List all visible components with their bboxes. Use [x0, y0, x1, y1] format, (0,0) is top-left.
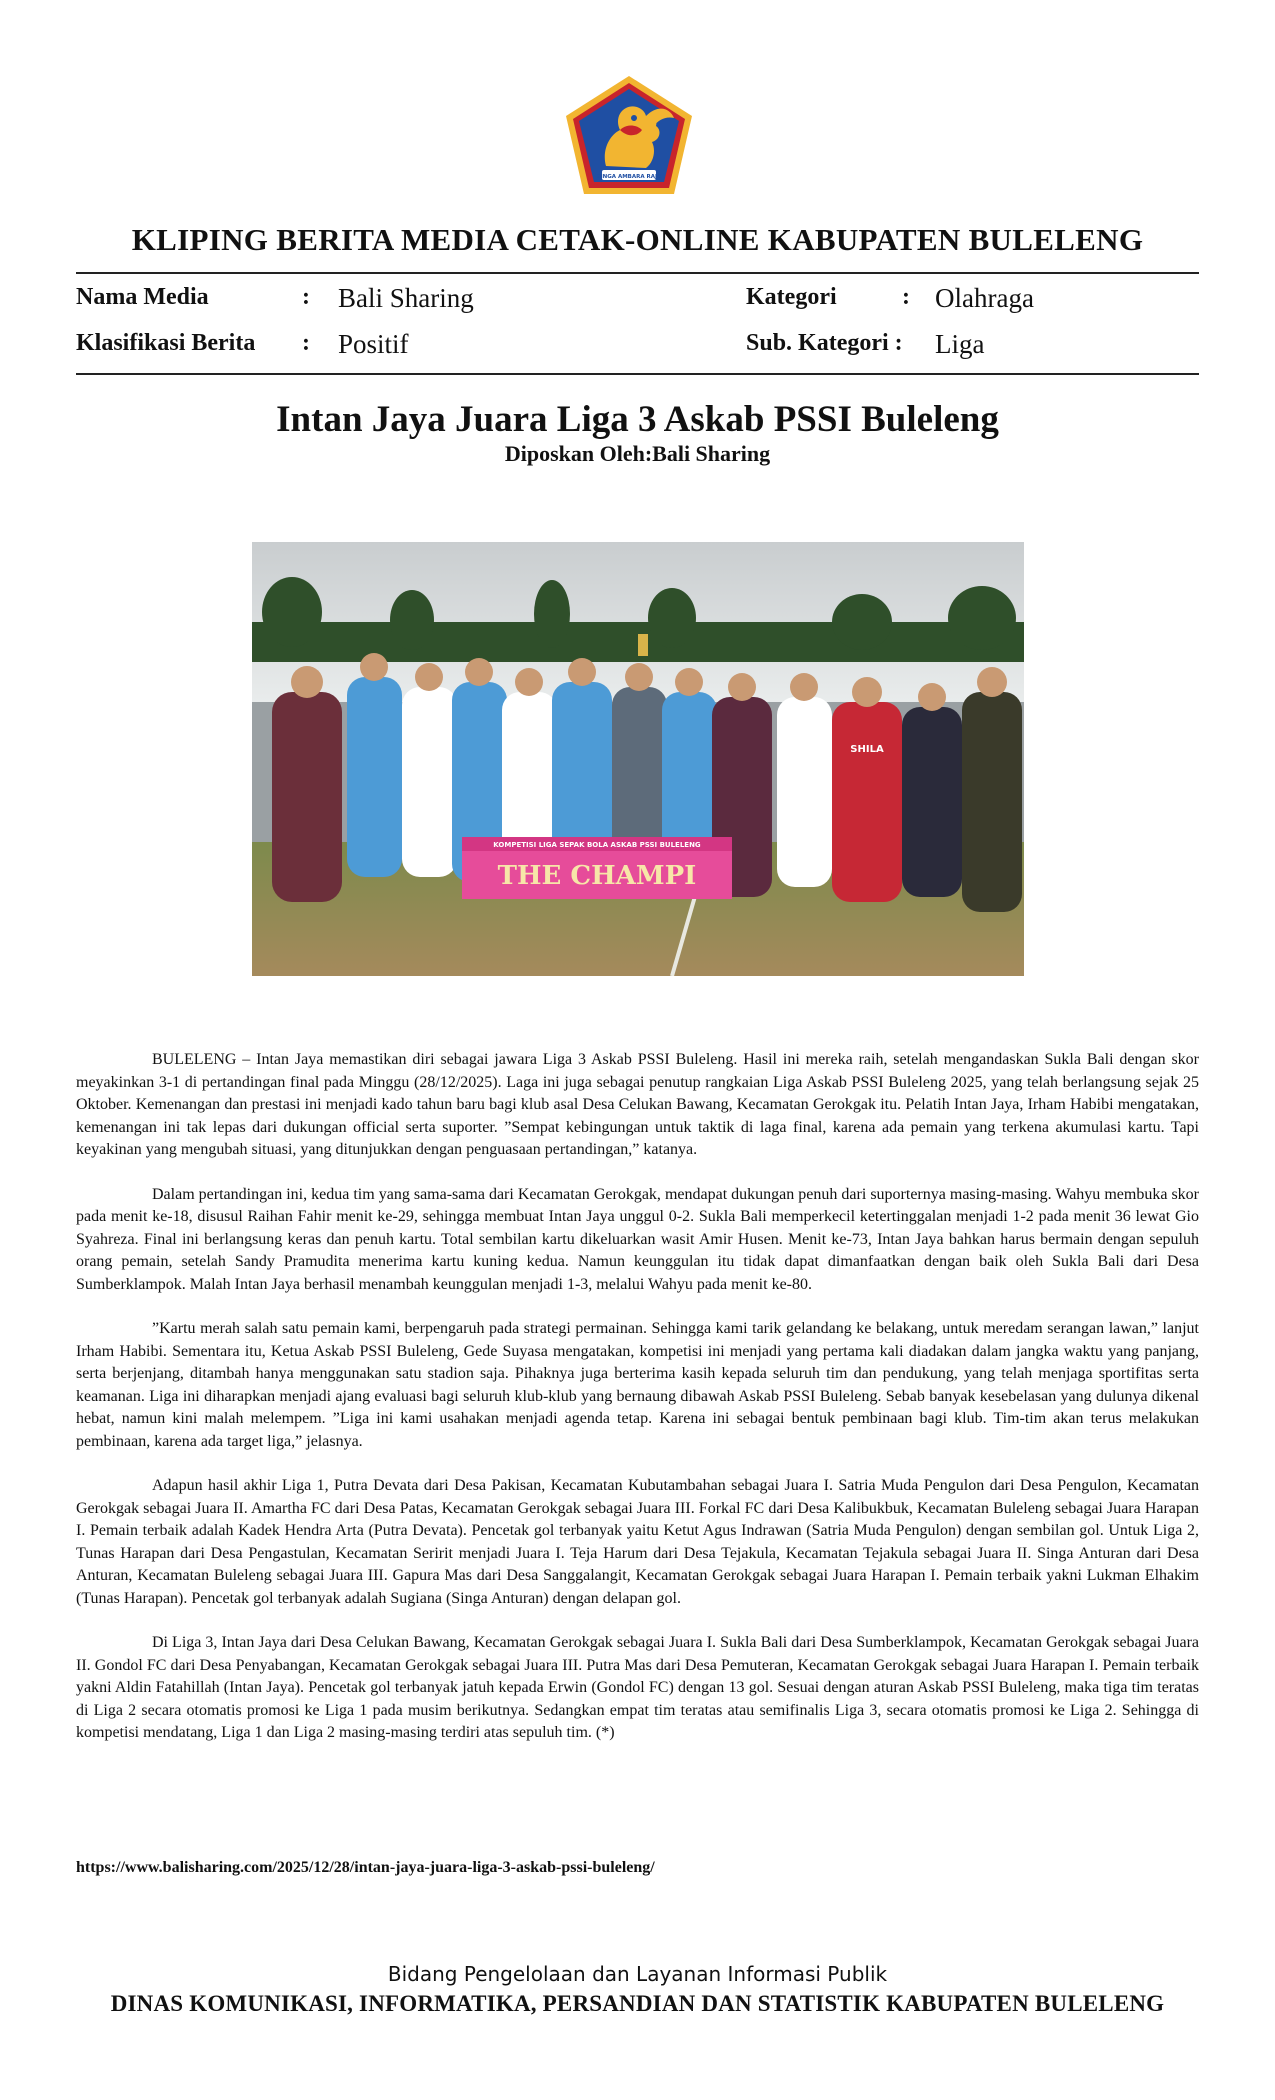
nama-media-value: Bali Sharing	[338, 283, 474, 313]
logo-caption: SINGA AMBARA RAJA	[596, 174, 662, 180]
kategori-label: Kategori	[746, 284, 837, 310]
klasifikasi-label: Klasifikasi Berita	[76, 330, 256, 356]
sub-kategori-label: Sub. Kategori :	[746, 330, 903, 356]
top-rule	[76, 272, 1199, 274]
article-photo	[252, 542, 1024, 976]
photo-banner-main-text: THE CHAMPI	[497, 861, 697, 891]
article-paragraph-3: ”Kartu merah salah satu pemain kami, berpengaruh pada strategi permainan. Sehingga kami tarik gelandang ke belakang, untuk meredam serangan lawan,” lanjut Irham Habibi. Sementara itu, Ketua Askab PSSI Buleleng, Gede Suyasa mengatakan, kompetisi ini menjadi yang pertama kali diadakan dalam jangka waktu yang panjang, serta berjenjang, ditambah hanya menggunakan satu stadion saja. Pihaknya juga berterima kasih kepada seluruh tim dan pendukung, yang telah menjaga sportifitas serta keamanan. Liga ini diharapkan menjadi ajang evaluasi bagi seluruh klub-klub yang bernaung dibawah Askab PSSI Buleleng. Sebab banyak kesebelasan yang dulunya dikenal hebat, namun kini malah melempem. ”Liga ini kami usahakan menjadi agenda tetap. Karena ini sebagai bentuk pembinaan bagi klub. Tim-tim akan terus melakukan pembinaan, karena ada target liga,” jelasnya.	[76, 1320, 1199, 1450]
photo-banner-top-text: KOMPETISI LIGA SEPAK BOLA ASKAB PSSI BULELENG	[493, 841, 701, 849]
article-paragraph-2: Dalam pertandingan ini, kedua tim yang sama-sama dari Kecamatan Gerokgak, mendapat dukungan penuh dari suporternya masing-masing. Wahyu membuka skor pada menit ke-18, disusul Raihan Fahir menit ke-29, sehingga membuat Intan Jaya unggul 0-2. Sukla Bali memperkecil ketertinggalan menjadi 1-2 pada menit 36 lewat Gio Syahreza. Final ini berlangsung keras dan penuh kartu. Total sembilan kartu dikeluarkan wasit Amir Husen. Menit ke-73, Intan Jaya bahkan harus bermain dengan sepuluh orang pemain, setelah Sandy Pramudita menerima kartu kuning kedua. Namun keunggulan itu tidak dapat dimanfaatkan dengan baik oleh Sukla Bali dari Desa Sumberklampok. Malah Intan Jaya berhasil menambah keunggulan menjadi 1-3, melalui Wahyu pada menit ke-80.	[76, 1185, 1199, 1293]
nama-media-colon: :	[302, 284, 310, 310]
document-title: KLIPING BERITA MEDIA CETAK-ONLINE KABUPATEN BULELENG	[131, 222, 1144, 257]
kategori-colon: :	[902, 284, 910, 310]
klasifikasi-colon: :	[302, 330, 310, 356]
bottom-rule	[76, 373, 1199, 375]
source-url: https://www.balisharing.com/2025/12/28/intan-jaya-juara-liga-3-askab-pssi-buleleng/	[76, 1859, 655, 1876]
klasifikasi-value: Positif	[338, 329, 409, 359]
photo-shirt-text: SHILA	[850, 744, 884, 755]
footer-agency: DINAS KOMUNIKASI, INFORMATIKA, PERSANDIAN DAN STATISTIK KABUPATEN BULELENG	[110, 1991, 1165, 2016]
regency-logo	[562, 74, 696, 200]
article-paragraph-4: Adapun hasil akhir Liga 1, Putra Devata dari Desa Pakisan, Kecamatan Kubutambahan sebagai Juara I. Satria Muda Pengulon dari Desa Pengulon, Kecamatan Gerokgak sebagai Juara II. Amartha FC dari Desa Patas, Kecamatan Gerokgak sebagai Juara III. Forkal FC dari Desa Kalibukbuk, Kecamatan Buleleng sebagai Juara Harapan I. Pemain terbaik adalah Kadek Hendra Arta (Putra Devata). Pencetak gol terbanyak yaitu Ketut Agus Indrawan (Satria Muda Pengulon) dengan sembilan gol. Untuk Liga 2, Tunas Harapan dari Desa Pengastulan, Kecamatan Seririt menjadi Juara I. Teja Harum dari Desa Tejakula, Kecamatan Tejakula sebagai Juara II. Singa Anturan dari Desa Anturan, Kecamatan Buleleng sebagai Juara III. Gapura Mas dari Desa Sanggalangit, Kecamatan Gerokgak sebagai Juara Harapan I. Pemain terbaik yakni Lukman Elhakim (Tunas Harapan). Pencetak gol terbanyak adalah Sugiana (Singa Anturan) dengan delapan gol.	[76, 1477, 1199, 1607]
article-headline: Intan Jaya Juara Liga 3 Askab PSSI Buleleng	[276, 399, 999, 440]
article-byline: Diposkan Oleh:Bali Sharing	[504, 441, 771, 466]
kategori-value: Olahraga	[935, 283, 1034, 313]
article-body	[76, 1049, 1199, 1767]
article-paragraph-5: Di Liga 3, Intan Jaya dari Desa Celukan Bawang, Kecamatan Gerokgak sebagai Juara I. Sukla Bali dari Desa Sumberklampok, Kecamatan Gerokgak sebagai Juara II. Gondol FC dari Desa Penyabangan, Kecamatan Gerokgak sebagai Juara III. Putra Mas dari Desa Pemuteran, Kecamatan Gerokgak sebagai Juara Harapan I. Pemain terbaik yakni Aldin Fatahillah (Intan Jaya). Pencetak gol terbanyak jatuh kepada Erwin (Gondol FC) dengan 13 gol. Sesuai dengan aturan Askab PSSI Buleleng, maka tiga tim teratas di Liga 2 secara otomatis promosi ke Liga 1 pada musim berikutnya. Sedangkan empat tim teratas atau semifinalis Liga 3, secara otomatis promosi ke Liga 2. Sehingga di kompetisi mendatang, Liga 1 dan Liga 2 masing-masing terdiri atas sepuluh tim. (*)	[76, 1634, 1199, 1741]
footer-department: Bidang Pengelolaan dan Layanan Informasi Publik	[387, 1962, 888, 1986]
article-paragraph-1: BULELENG – Intan Jaya memastikan diri sebagai jawara Liga 3 Askab PSSI Buleleng. Hasil ini mereka raih, setelah mengandaskan Sukla Bali dengan skor meyakinkan 3-1 di pertandingan final pada Minggu (28/12/2025). Laga ini juga sebagai penutup rangkaian Liga Askab PSSI Buleleng 2025, yang telah berlangsung sejak 25 Oktober. Kemenangan dan prestasi ini menjadi kado tahun baru bagi klub asal Desa Celukan Bawang, Kecamatan Gerokgak itu. Pelatih Intan Jaya, Irham Habibi mengatakan, kemenangan ini tak lepas dari dukungan official serta suporter. ”Sempat kebingungan untuk taktik di laga final, karena ada pemain yang terkena akumulasi kartu. Tapi keyakinan yang mengubah situasi, yang ditunjukkan dengan penguasaan pertandingan,” katanya.	[76, 1051, 1199, 1158]
nama-media-label: Nama Media	[76, 284, 209, 310]
sub-kategori-value: Liga	[935, 329, 985, 359]
